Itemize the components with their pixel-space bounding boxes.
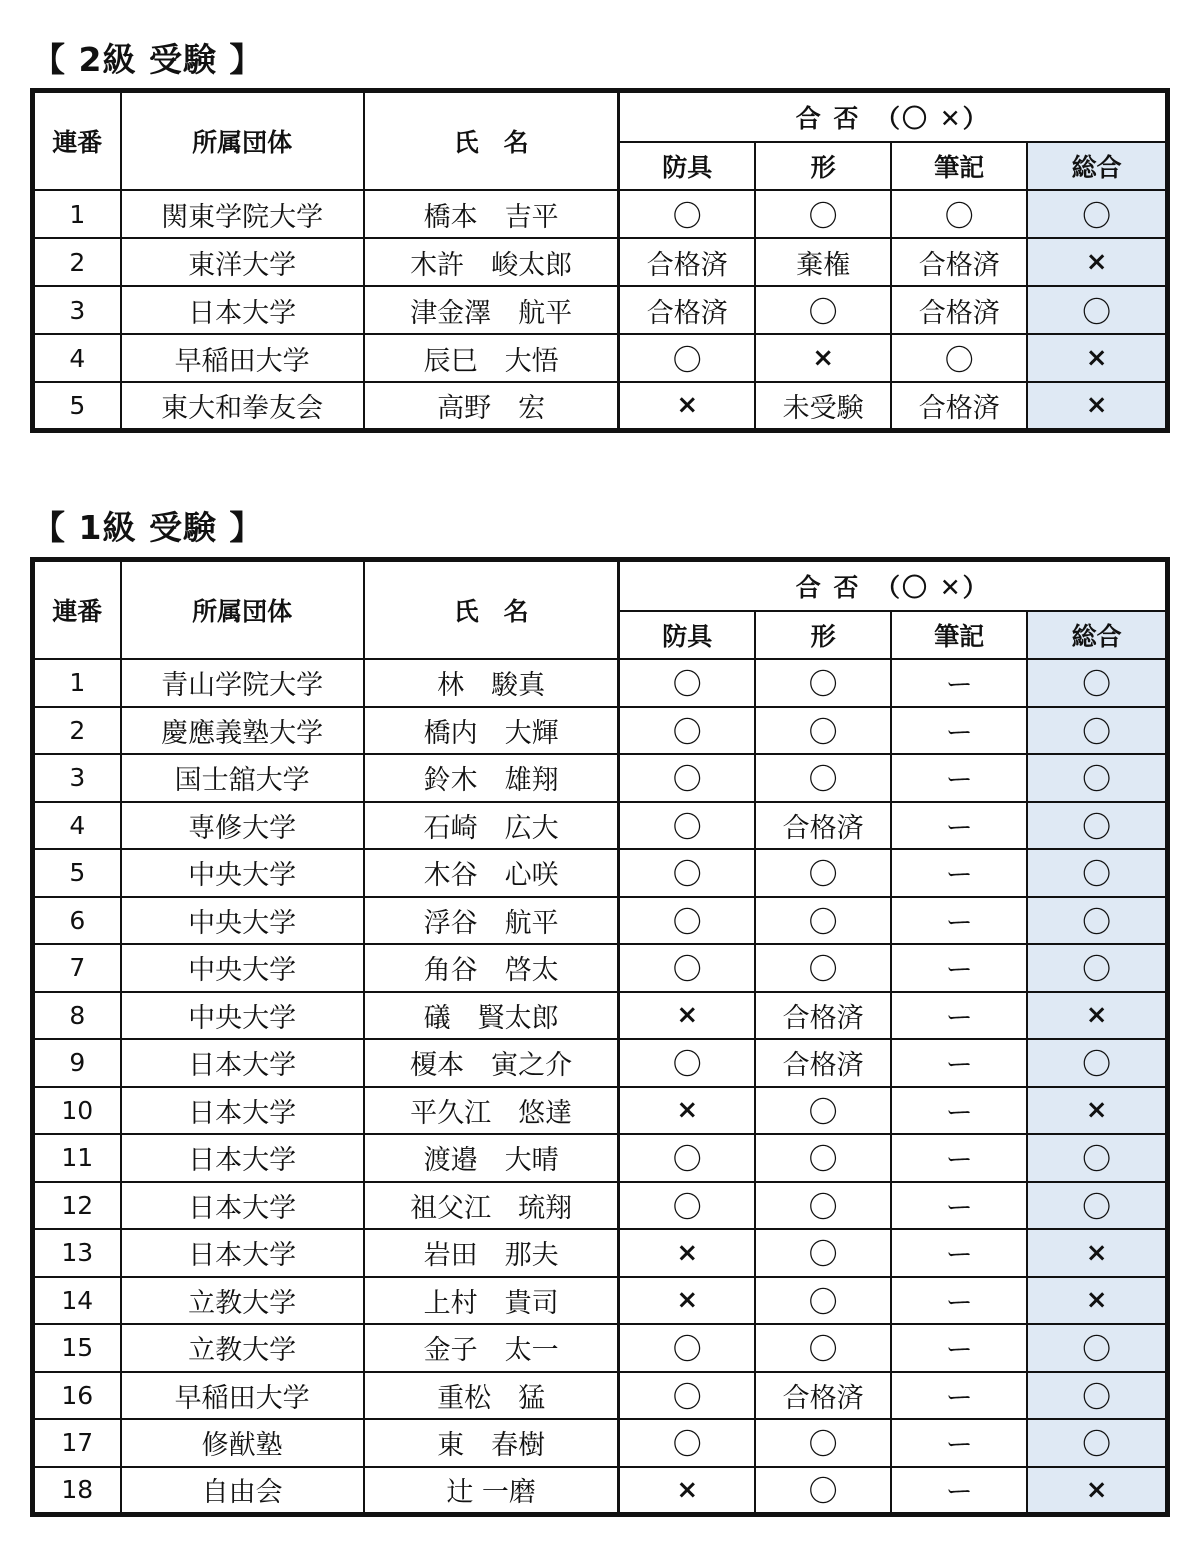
- cell-hikki: 合格済: [891, 286, 1027, 334]
- cell-number: 12: [33, 1182, 121, 1230]
- cell-bougu: 〇: [619, 849, 755, 897]
- cell-sougou: 〇: [1027, 849, 1167, 897]
- cell-bougu: 〇: [619, 754, 755, 802]
- cell-organization: 日本大学: [121, 1087, 364, 1135]
- cell-name: 重松 猛: [364, 1372, 619, 1420]
- header-sougou: 総合: [1027, 611, 1167, 659]
- cell-kata: 合格済: [755, 992, 891, 1040]
- grade2-results-table: [30, 88, 1170, 433]
- table-row: [33, 334, 1168, 382]
- cell-hikki: 〇: [891, 334, 1027, 382]
- cell-kata: 合格済: [755, 802, 891, 850]
- cell-number: 8: [33, 992, 121, 1040]
- cell-hikki: ー: [891, 707, 1027, 755]
- cell-name: 礒 賢太郎: [364, 992, 619, 1040]
- cell-kata: 〇: [755, 1182, 891, 1230]
- cell-sougou: 〇: [1027, 1372, 1167, 1420]
- cell-kata: 〇: [755, 1087, 891, 1135]
- cell-sougou: 〇: [1027, 1324, 1167, 1372]
- cell-hikki: ー: [891, 802, 1027, 850]
- cell-sougou: 〇: [1027, 897, 1167, 945]
- cell-hikki: 合格済: [891, 238, 1027, 286]
- cell-name: 浮谷 航平: [364, 897, 619, 945]
- grade1-table-body: [33, 659, 1168, 1514]
- cell-number: 18: [33, 1467, 121, 1515]
- cell-kata: 〇: [755, 190, 891, 238]
- table-row: [33, 754, 1168, 802]
- cell-number: 11: [33, 1134, 121, 1182]
- cell-bougu: 〇: [619, 659, 755, 707]
- table-row: [33, 238, 1168, 286]
- cell-organization: 国士舘大学: [121, 754, 364, 802]
- cell-hikki: ー: [891, 1134, 1027, 1182]
- cell-number: 7: [33, 944, 121, 992]
- cell-kata: 未受験: [755, 382, 891, 430]
- header-kata: 形: [755, 142, 891, 190]
- cell-hikki: 合格済: [891, 382, 1027, 430]
- cell-bougu: 〇: [619, 897, 755, 945]
- cell-number: 4: [33, 802, 121, 850]
- header-organization: 所属団体: [121, 560, 364, 660]
- table-row: [33, 707, 1168, 755]
- cell-kata: 〇: [755, 659, 891, 707]
- cell-kata: 〇: [755, 286, 891, 334]
- table-row: [33, 944, 1168, 992]
- cell-organization: 関東学院大学: [121, 190, 364, 238]
- cell-kata: 〇: [755, 1467, 891, 1515]
- header-organization: 所属団体: [121, 91, 364, 191]
- table-row: [33, 1229, 1168, 1277]
- cell-hikki: ー: [891, 1419, 1027, 1467]
- cell-kata: 〇: [755, 707, 891, 755]
- cell-organization: 中央大学: [121, 944, 364, 992]
- cell-bougu: 〇: [619, 1039, 755, 1087]
- table-row: [33, 1134, 1168, 1182]
- cell-hikki: ー: [891, 1372, 1027, 1420]
- cell-kata: 〇: [755, 1277, 891, 1325]
- table-row: [33, 286, 1168, 334]
- header-name: 氏 名: [364, 560, 619, 660]
- grade1-results-table: [30, 557, 1170, 1517]
- cell-bougu: 〇: [619, 334, 755, 382]
- cell-sougou: ×: [1027, 238, 1167, 286]
- cell-kata: 合格済: [755, 1039, 891, 1087]
- header-sougou: 総合: [1027, 142, 1167, 190]
- cell-sougou: ×: [1027, 1087, 1167, 1135]
- cell-kata: ×: [755, 334, 891, 382]
- table-row: [33, 849, 1168, 897]
- cell-hikki: ー: [891, 1039, 1027, 1087]
- cell-sougou: 〇: [1027, 286, 1167, 334]
- cell-hikki: ー: [891, 1467, 1027, 1515]
- cell-name: 岩田 那夫: [364, 1229, 619, 1277]
- cell-number: 14: [33, 1277, 121, 1325]
- cell-number: 4: [33, 334, 121, 382]
- cell-sougou: ×: [1027, 1467, 1167, 1515]
- cell-number: 3: [33, 286, 121, 334]
- cell-organization: 東洋大学: [121, 238, 364, 286]
- cell-bougu: 〇: [619, 802, 755, 850]
- cell-organization: 日本大学: [121, 1134, 364, 1182]
- cell-bougu: ×: [619, 1467, 755, 1515]
- cell-hikki: ー: [891, 754, 1027, 802]
- grade2-section-title: 【 2級 受験 】: [32, 40, 264, 79]
- cell-number: 5: [33, 849, 121, 897]
- cell-bougu: 合格済: [619, 238, 755, 286]
- cell-name: 榎本 寅之介: [364, 1039, 619, 1087]
- cell-sougou: 〇: [1027, 1039, 1167, 1087]
- table-row: [33, 1419, 1168, 1467]
- table-row: [33, 1467, 1168, 1515]
- cell-sougou: ×: [1027, 382, 1167, 430]
- cell-number: 3: [33, 754, 121, 802]
- cell-number: 6: [33, 897, 121, 945]
- cell-hikki: ー: [891, 1324, 1027, 1372]
- table-row: [33, 802, 1168, 850]
- cell-organization: 中央大学: [121, 992, 364, 1040]
- cell-bougu: ×: [619, 1277, 755, 1325]
- cell-name: 林 駿真: [364, 659, 619, 707]
- cell-organization: 慶應義塾大学: [121, 707, 364, 755]
- cell-number: 1: [33, 190, 121, 238]
- cell-name: 平久江 悠達: [364, 1087, 619, 1135]
- header-name: 氏 名: [364, 91, 619, 191]
- header-pass-fail: 合 否 （〇 ✕）: [619, 91, 1168, 143]
- cell-sougou: 〇: [1027, 1419, 1167, 1467]
- cell-name: 金子 太一: [364, 1324, 619, 1372]
- cell-bougu: 合格済: [619, 286, 755, 334]
- header-hikki: 筆記: [891, 611, 1027, 659]
- cell-number: 15: [33, 1324, 121, 1372]
- cell-sougou: 〇: [1027, 802, 1167, 850]
- cell-number: 9: [33, 1039, 121, 1087]
- table-row: [33, 382, 1168, 430]
- cell-kata: 〇: [755, 1419, 891, 1467]
- cell-sougou: ×: [1027, 334, 1167, 382]
- cell-number: 10: [33, 1087, 121, 1135]
- cell-hikki: ー: [891, 1229, 1027, 1277]
- table-row: [33, 992, 1168, 1040]
- cell-number: 17: [33, 1419, 121, 1467]
- cell-organization: 自由会: [121, 1467, 364, 1515]
- table-row: [33, 1087, 1168, 1135]
- header-number: 連番: [33, 91, 121, 191]
- cell-kata: 〇: [755, 944, 891, 992]
- header-pass-fail: 合 否 （〇 ✕）: [619, 560, 1168, 612]
- cell-sougou: 〇: [1027, 707, 1167, 755]
- cell-sougou: 〇: [1027, 944, 1167, 992]
- cell-number: 2: [33, 238, 121, 286]
- cell-kata: 〇: [755, 1134, 891, 1182]
- header-hikki: 筆記: [891, 142, 1027, 190]
- cell-sougou: 〇: [1027, 190, 1167, 238]
- cell-bougu: 〇: [619, 1182, 755, 1230]
- cell-hikki: ー: [891, 1277, 1027, 1325]
- cell-organization: 立教大学: [121, 1277, 364, 1325]
- cell-hikki: ー: [891, 897, 1027, 945]
- cell-bougu: 〇: [619, 707, 755, 755]
- cell-name: 鈴木 雄翔: [364, 754, 619, 802]
- cell-hikki: ー: [891, 849, 1027, 897]
- cell-kata: 棄権: [755, 238, 891, 286]
- table-row: [33, 1277, 1168, 1325]
- header-number: 連番: [33, 560, 121, 660]
- cell-kata: 〇: [755, 754, 891, 802]
- cell-number: 13: [33, 1229, 121, 1277]
- cell-bougu: ×: [619, 382, 755, 430]
- cell-name: 石崎 広大: [364, 802, 619, 850]
- cell-name: 辰巳 大悟: [364, 334, 619, 382]
- table-row: [33, 659, 1168, 707]
- cell-name: 辻 一磨: [364, 1467, 619, 1515]
- cell-sougou: 〇: [1027, 1182, 1167, 1230]
- cell-organization: 東大和拳友会: [121, 382, 364, 430]
- cell-name: 渡邉 大晴: [364, 1134, 619, 1182]
- cell-organization: 専修大学: [121, 802, 364, 850]
- cell-organization: 中央大学: [121, 897, 364, 945]
- header-bougu: 防具: [619, 611, 755, 659]
- table-row: [33, 897, 1168, 945]
- table-row: [33, 1182, 1168, 1230]
- cell-bougu: 〇: [619, 1324, 755, 1372]
- cell-number: 2: [33, 707, 121, 755]
- table-row: [33, 190, 1168, 238]
- grade1-section-title: 【 1級 受験 】: [32, 508, 264, 547]
- cell-number: 16: [33, 1372, 121, 1420]
- cell-sougou: ×: [1027, 992, 1167, 1040]
- cell-name: 津金澤 航平: [364, 286, 619, 334]
- cell-organization: 立教大学: [121, 1324, 364, 1372]
- cell-name: 祖父江 琉翔: [364, 1182, 619, 1230]
- cell-organization: 早稲田大学: [121, 334, 364, 382]
- header-bougu: 防具: [619, 142, 755, 190]
- cell-kata: 合格済: [755, 1372, 891, 1420]
- table-row: [33, 1039, 1168, 1087]
- cell-bougu: 〇: [619, 1134, 755, 1182]
- cell-bougu: ×: [619, 992, 755, 1040]
- cell-name: 木谷 心咲: [364, 849, 619, 897]
- cell-name: 上村 貴司: [364, 1277, 619, 1325]
- cell-hikki: ー: [891, 992, 1027, 1040]
- cell-bougu: ×: [619, 1087, 755, 1135]
- cell-hikki: ー: [891, 944, 1027, 992]
- cell-sougou: 〇: [1027, 754, 1167, 802]
- cell-name: 木許 峻太郎: [364, 238, 619, 286]
- cell-number: 5: [33, 382, 121, 430]
- cell-sougou: 〇: [1027, 1134, 1167, 1182]
- cell-kata: 〇: [755, 849, 891, 897]
- cell-organization: 中央大学: [121, 849, 364, 897]
- cell-organization: 日本大学: [121, 286, 364, 334]
- cell-name: 橋内 大輝: [364, 707, 619, 755]
- cell-hikki: ー: [891, 659, 1027, 707]
- cell-sougou: ×: [1027, 1277, 1167, 1325]
- cell-name: 角谷 啓太: [364, 944, 619, 992]
- cell-organization: 修猷塾: [121, 1419, 364, 1467]
- cell-kata: 〇: [755, 1229, 891, 1277]
- cell-organization: 日本大学: [121, 1039, 364, 1087]
- cell-bougu: 〇: [619, 1419, 755, 1467]
- cell-name: 橋本 吉平: [364, 190, 619, 238]
- cell-hikki: ー: [891, 1087, 1027, 1135]
- cell-bougu: ×: [619, 1229, 755, 1277]
- cell-name: 高野 宏: [364, 382, 619, 430]
- cell-hikki: 〇: [891, 190, 1027, 238]
- grade2-table-body: [33, 190, 1168, 430]
- table-row: [33, 1372, 1168, 1420]
- cell-hikki: ー: [891, 1182, 1027, 1230]
- cell-name: 東 春樹: [364, 1419, 619, 1467]
- table-row: [33, 1324, 1168, 1372]
- cell-organization: 日本大学: [121, 1229, 364, 1277]
- cell-kata: 〇: [755, 1324, 891, 1372]
- cell-organization: 早稲田大学: [121, 1372, 364, 1420]
- cell-number: 1: [33, 659, 121, 707]
- cell-kata: 〇: [755, 897, 891, 945]
- cell-sougou: 〇: [1027, 659, 1167, 707]
- header-kata: 形: [755, 611, 891, 659]
- cell-bougu: 〇: [619, 944, 755, 992]
- cell-bougu: 〇: [619, 1372, 755, 1420]
- cell-bougu: 〇: [619, 190, 755, 238]
- cell-organization: 日本大学: [121, 1182, 364, 1230]
- cell-organization: 青山学院大学: [121, 659, 364, 707]
- cell-sougou: ×: [1027, 1229, 1167, 1277]
